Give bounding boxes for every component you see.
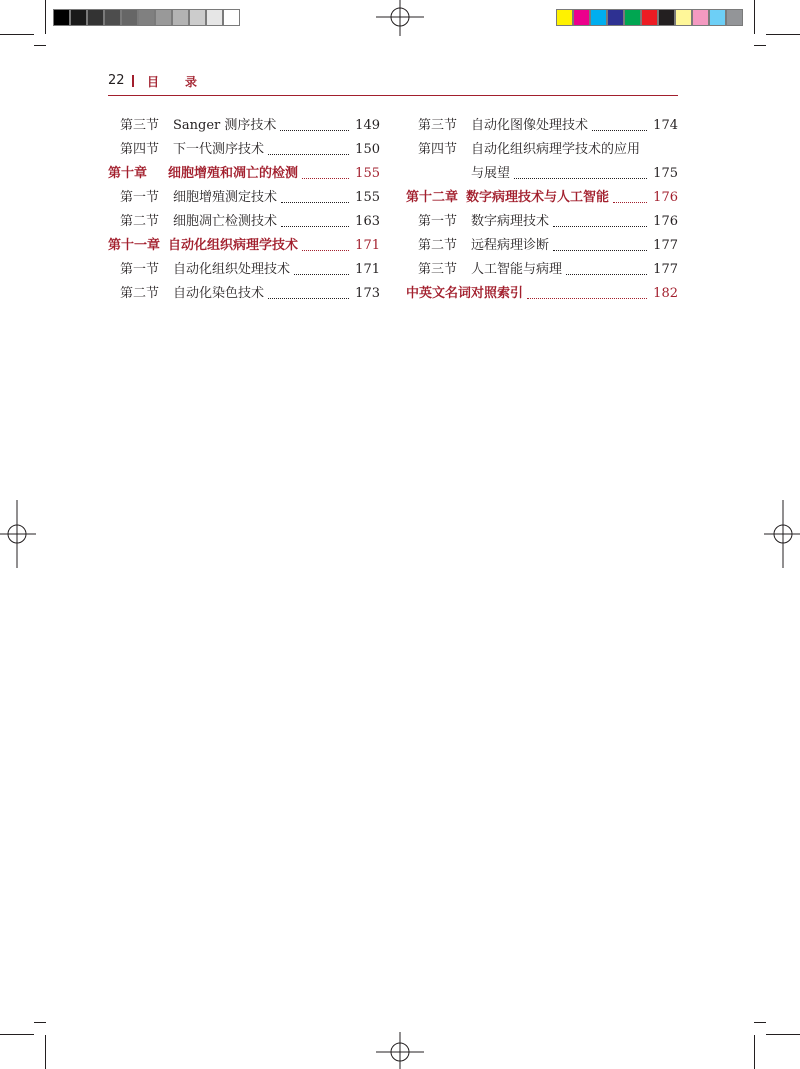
toc-section-entry[interactable] <box>406 210 678 234</box>
toc-entry-number: 第三节 <box>418 262 458 277</box>
toc-leader-dots <box>281 226 349 227</box>
registration-mark-top <box>370 0 430 40</box>
toc-entry-page: 155 <box>355 190 380 205</box>
toc-entry-number: 第四节 <box>120 142 160 157</box>
toc-entry-title: 细胞增殖和凋亡的检测 <box>168 166 299 181</box>
toc-entry-page: 182 <box>653 286 678 301</box>
toc-entry-page: 163 <box>355 214 380 229</box>
toc-entry-number: 第二节 <box>120 214 160 229</box>
toc-leader-dots <box>613 202 647 203</box>
grayscale-calibration-bar <box>53 9 240 26</box>
toc-section-entry[interactable] <box>108 114 380 138</box>
registration-mark-bottom <box>370 1032 430 1069</box>
toc-chapter-entry[interactable] <box>108 234 380 258</box>
color-swatch <box>607 9 624 26</box>
color-swatch <box>726 9 743 26</box>
gray-swatch <box>104 9 121 26</box>
toc-leader-dots <box>514 178 647 179</box>
toc-column-left <box>108 114 380 306</box>
toc-entry-number: 第十一章 <box>108 238 161 253</box>
gray-swatch <box>138 9 155 26</box>
toc-section-entry[interactable] <box>108 282 380 306</box>
toc-entry-page: 171 <box>355 238 380 253</box>
toc-entry-title: 自动化染色技术 <box>173 286 265 301</box>
toc-entry-title: 自动化组织处理技术 <box>173 262 291 277</box>
toc-entry-number: 第一节 <box>418 214 458 229</box>
toc-entry-title: 自动化组织病理学技术 <box>168 238 299 253</box>
toc-entry-title: 自动化图像处理技术 <box>471 118 589 133</box>
toc-leader-dots <box>268 154 349 155</box>
toc-entry-number: 第二节 <box>418 238 458 253</box>
toc-section-entry[interactable] <box>108 138 380 162</box>
toc-leader-dots <box>268 298 349 299</box>
header-title: 目录 <box>147 75 224 89</box>
header-rule <box>108 95 678 96</box>
color-swatch <box>692 9 709 26</box>
toc-entry-number: 第三节 <box>418 118 458 133</box>
color-swatch <box>641 9 658 26</box>
header-separator <box>132 75 134 87</box>
toc-leader-dots <box>566 274 647 275</box>
color-swatch <box>709 9 726 26</box>
toc-leader-dots <box>527 298 647 299</box>
toc-entry-page: 177 <box>653 238 678 253</box>
toc-entry-page: 150 <box>355 142 380 157</box>
toc-chapter-entry[interactable] <box>406 186 678 210</box>
color-swatch <box>675 9 692 26</box>
color-swatch <box>556 9 573 26</box>
running-header <box>108 72 678 94</box>
toc-section-entry[interactable] <box>406 138 678 162</box>
toc-entry-title: 下一代测序技术 <box>173 142 265 157</box>
toc-entry-number: 第三节 <box>120 118 160 133</box>
toc-entry-number: 第十章 <box>108 166 148 181</box>
toc-leader-dots <box>294 274 349 275</box>
toc-section-entry[interactable] <box>406 258 678 282</box>
toc-section-entry[interactable] <box>406 114 678 138</box>
color-swatch <box>573 9 590 26</box>
toc-entry-number: 第一节 <box>120 190 160 205</box>
toc-entry-page: 171 <box>355 262 380 277</box>
toc-entry-page: 175 <box>653 166 678 181</box>
toc-entry-number: 第十二章 <box>406 190 459 205</box>
toc-leader-dots <box>553 226 647 227</box>
gray-swatch <box>155 9 172 26</box>
toc-entry-title: 远程病理诊断 <box>471 238 550 253</box>
toc-entry-page: 176 <box>653 214 678 229</box>
toc-entry-page: 155 <box>355 166 380 181</box>
toc-entry-title: 人工智能与病理 <box>471 262 563 277</box>
toc-entry-title: 数字病理技术 <box>471 214 550 229</box>
gray-swatch <box>172 9 189 26</box>
toc-entry-title: 与展望 <box>471 166 511 181</box>
registration-mark-right <box>760 500 800 570</box>
gray-swatch <box>53 9 70 26</box>
toc-chapter-entry[interactable] <box>108 162 380 186</box>
page-number: 22 <box>108 73 125 88</box>
color-swatch <box>624 9 641 26</box>
toc-chapter-entry[interactable] <box>406 282 678 306</box>
toc-section-entry[interactable] <box>108 186 380 210</box>
gray-swatch <box>121 9 138 26</box>
toc-section-entry[interactable] <box>406 234 678 258</box>
toc-entry-page: 174 <box>653 118 678 133</box>
toc-entry-page: 176 <box>653 190 678 205</box>
toc-leader-dots <box>302 250 349 251</box>
toc-entry-title: Sanger 测序技术 <box>173 118 277 133</box>
color-swatch <box>658 9 675 26</box>
toc-entry-number: 第四节 <box>418 142 458 157</box>
toc-section-entry[interactable] <box>108 210 380 234</box>
gray-swatch <box>206 9 223 26</box>
toc-entry-title: 自动化组织病理学技术的应用 <box>471 142 641 157</box>
toc-leader-dots <box>302 178 349 179</box>
toc-section-entry[interactable] <box>108 258 380 282</box>
toc-column-right <box>406 114 678 306</box>
gray-swatch <box>70 9 87 26</box>
color-calibration-bar <box>556 9 743 26</box>
toc-entry-page: 149 <box>355 118 380 133</box>
gray-swatch <box>223 9 240 26</box>
toc-entry-title: 细胞增殖测定技术 <box>173 190 278 205</box>
toc-entry-page: 173 <box>355 286 380 301</box>
toc-entry-title: 数字病理技术与人工智能 <box>466 190 610 205</box>
toc-entry-page: 177 <box>653 262 678 277</box>
toc-section-entry[interactable] <box>406 162 678 186</box>
toc-entry-title: 中英文名词对照索引 <box>406 286 524 301</box>
toc-leader-dots <box>553 250 647 251</box>
registration-mark-left <box>0 500 40 570</box>
gray-swatch <box>189 9 206 26</box>
toc-leader-dots <box>280 130 349 131</box>
color-swatch <box>590 9 607 26</box>
toc-entry-title: 细胞凋亡检测技术 <box>173 214 278 229</box>
toc-entry-number: 第二节 <box>120 286 160 301</box>
gray-swatch <box>87 9 104 26</box>
toc-leader-dots <box>592 130 647 131</box>
toc-leader-dots <box>281 202 349 203</box>
toc-entry-number: 第一节 <box>120 262 160 277</box>
